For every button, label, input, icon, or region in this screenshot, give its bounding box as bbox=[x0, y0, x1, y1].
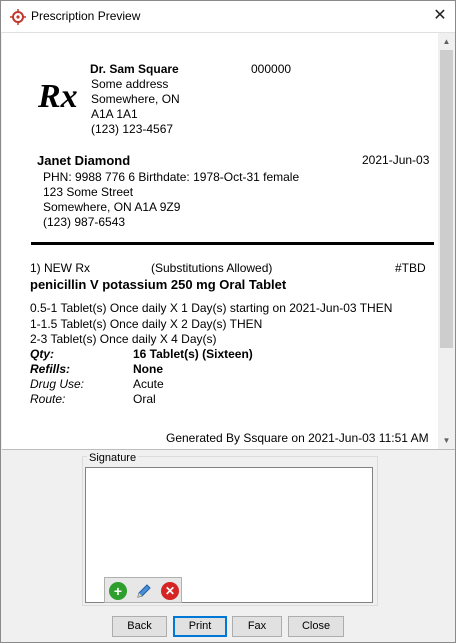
title-bar bbox=[1, 1, 455, 32]
scrollbar-thumb[interactable] bbox=[440, 50, 453, 348]
prescription-preview-area[interactable] bbox=[2, 32, 455, 450]
patient-phn-line: PHN: 9988 776 6 Birthdate: 1978-Oct-31 female bbox=[43, 170, 300, 184]
scroll-down-arrow-icon[interactable]: ▼ bbox=[442, 436, 451, 445]
rx-symbol: Rx bbox=[38, 78, 78, 115]
signature-group-label: Signature bbox=[89, 452, 137, 464]
refills-label: Refills: bbox=[30, 362, 71, 376]
patient-street: 123 Some Street bbox=[43, 185, 134, 199]
patient-name: Janet Diamond bbox=[37, 153, 131, 168]
fax-button[interactable]: Fax bbox=[232, 616, 282, 637]
add-icon[interactable]: + bbox=[109, 582, 127, 600]
prescriber-postal: A1A 1A1 bbox=[91, 107, 138, 121]
pencil-icon[interactable] bbox=[135, 582, 153, 600]
prescriber-address2: Somewhere, ON bbox=[91, 92, 180, 106]
generated-footer: Generated By Ssquare on 2021-Jun-03 11:51 AM bbox=[166, 431, 429, 445]
prescriber-id: 000000 bbox=[251, 62, 292, 76]
patient-city-line: Somewhere, ON A1A 9Z9 bbox=[43, 200, 181, 214]
refills-value: None bbox=[133, 362, 163, 376]
section-divider bbox=[31, 242, 434, 245]
prescriber-phone: (123) 123-4567 bbox=[91, 122, 174, 136]
rx-number: 1) NEW Rx bbox=[30, 261, 90, 275]
instruction-line: 1-1.5 Tablet(s) Once daily X 2 Day(s) THEN bbox=[30, 317, 263, 331]
target-app-icon bbox=[10, 9, 26, 25]
close-icon[interactable]: ✕ bbox=[433, 7, 447, 24]
print-button[interactable]: Print bbox=[173, 616, 227, 637]
instruction-line: 0.5-1 Tablet(s) Once daily X 1 Day(s) starting on 2021-Jun-03 THEN bbox=[30, 301, 393, 315]
rx-tag: #TBD bbox=[395, 261, 426, 275]
drug-use-value: Acute bbox=[133, 377, 164, 391]
window-title: Prescription Preview bbox=[31, 9, 141, 23]
delete-icon[interactable]: ✕ bbox=[161, 582, 179, 600]
drug-name: penicillin V potassium 250 mg Oral Tablet bbox=[30, 277, 287, 292]
drug-use-label: Drug Use: bbox=[30, 377, 85, 391]
vertical-scrollbar[interactable] bbox=[438, 33, 455, 449]
prescription-date: 2021-Jun-03 bbox=[362, 153, 430, 167]
signature-toolbar bbox=[104, 577, 182, 603]
rx-substitution: (Substitutions Allowed) bbox=[151, 261, 273, 275]
qty-value: 16 Tablet(s) (Sixteen) bbox=[133, 347, 253, 361]
scroll-up-arrow-icon[interactable]: ▲ bbox=[442, 37, 451, 46]
back-button[interactable]: Back bbox=[112, 616, 167, 637]
prescriber-name: Dr. Sam Square bbox=[90, 62, 179, 76]
close-button[interactable]: Close bbox=[288, 616, 344, 637]
prescriber-address1: Some address bbox=[91, 77, 169, 91]
route-label: Route: bbox=[30, 392, 66, 406]
patient-phone: (123) 987-6543 bbox=[43, 215, 126, 229]
qty-label: Qty: bbox=[30, 347, 54, 361]
instruction-line: 2-3 Tablet(s) Once daily X 4 Day(s) bbox=[30, 332, 217, 346]
route-value: Oral bbox=[133, 392, 156, 406]
